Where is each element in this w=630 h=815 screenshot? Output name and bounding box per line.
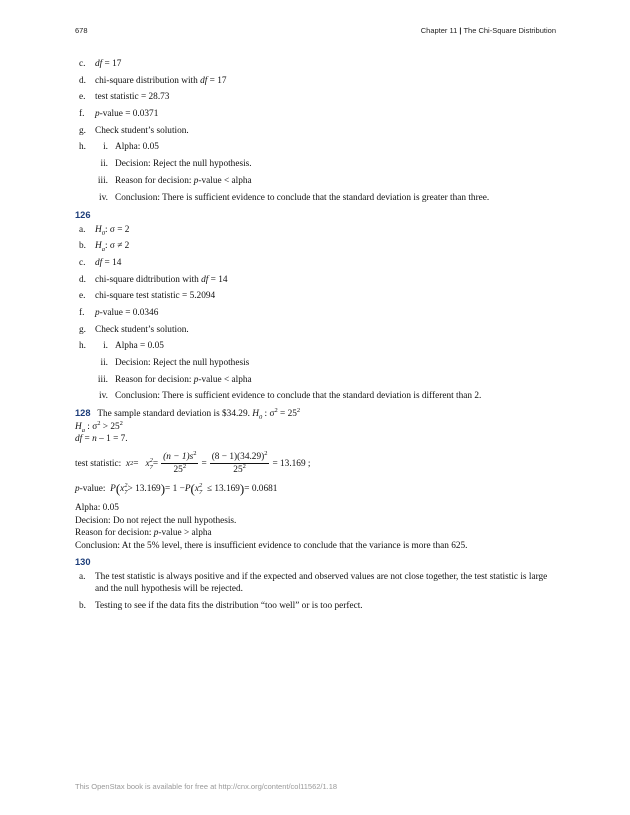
df-variable: df: [200, 75, 208, 86]
exponent: 2: [242, 463, 246, 471]
sub-text: Reason for decision:: [115, 175, 194, 186]
item-label: d.: [79, 75, 86, 86]
prev-sub-iv: [75, 192, 557, 204]
statement-text: – 1 = 7.: [96, 434, 128, 445]
q130-item-a: [75, 571, 557, 595]
item-text: = 17: [102, 59, 122, 69]
q128-alpha: Alpha: 0.05: [75, 503, 119, 514]
numerator-text: (8 − 1)(34.29): [211, 452, 265, 463]
item-label: b.: [79, 241, 86, 252]
h-symbol: H: [95, 241, 102, 252]
chi-symbol: x: [125, 459, 131, 470]
page-footer: This OpenStax book is available for free at http://cnx.org/content/col11562/1.18: [75, 782, 338, 791]
p-variable: p: [193, 374, 199, 385]
item-label: g.: [79, 125, 86, 136]
df-subscript: 7: [124, 489, 128, 497]
fraction-numerator: [210, 452, 270, 464]
df-variable: df: [95, 257, 103, 268]
q128-statement: [75, 407, 557, 420]
item-label: b.: [79, 600, 86, 611]
n-variable: n: [92, 434, 97, 445]
problem-number-126: 126: [75, 209, 91, 220]
item-label: a.: [79, 571, 86, 582]
item-label: c.: [79, 59, 86, 69]
open-paren: (: [190, 481, 195, 497]
prev-item-d: [75, 75, 557, 87]
q128-conclusion: Conclusion: At the 5% level, there is insufficient evidence to conclude that the variance is more than 625.: [75, 540, 468, 551]
sub-text: Decision: Reject the null hypothesis: [115, 358, 250, 368]
item-label: e.: [79, 92, 86, 103]
sub-label: ii.: [100, 358, 108, 368]
sub-label: iv.: [99, 192, 108, 203]
denominator-text: 25: [173, 465, 183, 476]
numerator-text: (n − 1): [163, 452, 190, 463]
q126-item-h: [75, 340, 557, 352]
exponent: 2: [97, 419, 101, 427]
denominator-text: 25: [233, 465, 243, 476]
prev-item-f: [75, 108, 557, 120]
exponent: 2: [182, 463, 187, 471]
fraction-numerator: [161, 452, 198, 464]
df-variable: df: [75, 434, 83, 445]
q126-item-a: [75, 224, 557, 236]
reason-text: Reason for decision:: [75, 528, 154, 539]
chi-symbol: x: [145, 459, 150, 470]
sub-label: iv.: [99, 391, 108, 402]
fraction-denominator: [174, 464, 187, 476]
item-label: f.: [79, 307, 85, 318]
problem-number-128: 128: [75, 408, 91, 419]
page-number: 678: [75, 26, 88, 35]
exponent: 2: [296, 407, 301, 415]
p-variable: p: [95, 307, 100, 318]
h-symbol: H: [75, 421, 82, 432]
sub-text: Conclusion: There is sufficient evidence to conclude that the standard deviation is greater than three.: [115, 192, 490, 203]
prev-sub-iii: [75, 175, 557, 187]
df-subscript: 7: [199, 489, 203, 497]
p-variable: p: [153, 528, 159, 539]
h-symbol: H: [95, 224, 102, 235]
h-symbol: H: [252, 409, 259, 420]
sub-label: ii.: [100, 159, 108, 170]
equals: =: [152, 459, 159, 470]
p-value-equation: [75, 482, 557, 496]
item-text: : σ = 2: [104, 224, 130, 235]
statement-text: The sample standard deviation is $34.29.: [97, 409, 253, 420]
item-text: chi-square distribution with: [95, 75, 201, 86]
sub-text: Decision: Reject the null hypothesis.: [115, 159, 252, 170]
item-text: Testing to see if the data fits the distribution “too well” or is too perfect.: [95, 600, 363, 611]
exponent: 2: [264, 450, 268, 458]
exponent: 2: [274, 407, 278, 415]
q128-reason: [75, 527, 557, 539]
probability-symbol: P: [184, 484, 191, 495]
fraction-values: [210, 452, 270, 476]
q126-item-d: [75, 274, 557, 286]
p-value-text: ≤ 13.169: [202, 484, 240, 495]
item-text: -value = 0.0371: [99, 109, 159, 120]
item-label: a.: [79, 224, 86, 235]
df-subscript: 7: [149, 464, 153, 472]
p-variable: p: [75, 484, 80, 495]
test-statistic-result: = 13.169 ;: [272, 459, 311, 470]
p-value-text: > 13.169: [127, 484, 161, 495]
p-value-text: = 1 −: [165, 484, 185, 495]
header-separator: |: [459, 26, 462, 35]
q126-item-e: [75, 290, 557, 302]
p-value-label: -value:: [79, 484, 106, 495]
item-text: Check student’s solution.: [95, 324, 189, 335]
reason-text: -value > alpha: [158, 528, 212, 539]
df-variable: df: [95, 59, 103, 69]
item-text: = 17: [207, 75, 227, 86]
df-variable: df: [201, 274, 209, 285]
sub-label: iii.: [97, 175, 108, 186]
q126-sub-iii: [75, 374, 557, 386]
chapter-number: Chapter 11: [420, 26, 458, 35]
item-text: chi-square test statistic = 5.2094: [95, 291, 216, 302]
prev-item-c: [75, 58, 557, 70]
test-statistic-label: test statistic:: [75, 459, 122, 470]
chi-symbol: x: [120, 484, 125, 495]
item-label: h.: [79, 142, 86, 153]
q126-sub-ii: [75, 357, 557, 369]
solutions-content: [75, 58, 557, 616]
h-subscript: a: [101, 246, 105, 254]
item-label: g.: [79, 324, 86, 335]
q126-item-b: [75, 240, 557, 252]
sub-text: Reason for decision:: [115, 374, 194, 385]
sub-label: i.: [103, 341, 108, 352]
prev-item-e: [75, 91, 557, 103]
exponent: 2: [193, 450, 197, 458]
sub-text: Conclusion: There is sufficient evidence to conclude that the standard deviation is different than 2.: [115, 391, 482, 402]
h-subscript: 0: [258, 414, 263, 422]
test-statistic-equation: test statistic: x 2 = x 2 7 = $\frac{(n - 1)s^2}{25^2}$ = $\frac{(8 - 1)(34.29)^2}{25^2}$ = 13.169 ;: [75, 450, 311, 476]
h-subscript: 0: [101, 229, 105, 237]
item-label: h.: [79, 341, 86, 352]
problem-number-130: 130: [75, 556, 91, 567]
close-paren: ): [239, 481, 245, 497]
sub-text: -value < alpha: [198, 374, 252, 385]
q126-sub-i: [75, 340, 557, 352]
exponent: 2: [199, 482, 203, 490]
q128-alt-hypothesis: [75, 421, 557, 433]
open-paren: (: [115, 481, 121, 497]
q126-item-c: [75, 257, 557, 269]
prev-sub-i: [75, 141, 557, 153]
item-text: Check student’s solution.: [95, 125, 189, 136]
statement-text: =: [82, 434, 93, 445]
p-variable: p: [95, 109, 100, 120]
statement-text: = 25: [277, 409, 297, 420]
p-variable: p: [193, 175, 199, 186]
running-header: [421, 26, 556, 35]
exponent: 2: [124, 482, 128, 490]
q126-item-f: [75, 307, 557, 319]
prev-item-g: [75, 125, 557, 137]
equals: =: [133, 459, 139, 470]
item-text: The test statistic is always positive and if the expected and observed values are not close together, the test statistic is large and the null hypothesis will be rejected.: [95, 571, 548, 594]
item-label: e.: [79, 291, 86, 302]
q130-item-b: [75, 600, 557, 612]
sub-label: iii.: [97, 374, 108, 385]
item-label: d.: [79, 274, 86, 285]
item-label: f.: [79, 109, 85, 120]
item-label: c.: [79, 257, 86, 268]
sub-text: Alpha = 0.05: [115, 341, 164, 352]
equals: =: [201, 459, 207, 470]
chi-symbol: x: [194, 484, 199, 495]
item-text: chi-square didtribution with: [95, 274, 202, 285]
q126-item-g: [75, 324, 557, 336]
p-value-result: = 0.0681: [244, 484, 278, 495]
sub-label: i.: [103, 142, 108, 153]
statement-text: : σ: [262, 409, 275, 420]
fraction-formula: [161, 452, 198, 476]
close-paren: ): [160, 481, 166, 497]
exponent: 2: [119, 419, 123, 427]
numerator-text: s: [189, 452, 194, 463]
sub-text: -value < alpha: [198, 175, 252, 186]
exponent: 2: [149, 457, 153, 465]
item-text: = 14: [102, 257, 122, 268]
prev-sub-ii: [75, 158, 557, 170]
probability-symbol: P: [110, 484, 116, 495]
chapter-title: The Chi-Square Distribution: [463, 26, 556, 35]
item-text: -value = 0.0346: [99, 307, 159, 318]
item-text: : σ ≠ 2: [104, 241, 130, 252]
q128-df: [75, 433, 557, 445]
prev-item-h: [75, 141, 557, 153]
h-subscript: a: [81, 426, 85, 434]
q128-decision: Decision: Do not reject the null hypothesis.: [75, 515, 237, 526]
sub-text: Alpha: 0.05: [115, 142, 159, 153]
item-text: = 14: [208, 274, 228, 285]
item-text: test statistic = 28.73: [95, 92, 170, 103]
q126-sub-iv: [75, 390, 557, 402]
statement-text: > 25: [100, 421, 120, 432]
fraction-denominator: [233, 464, 246, 476]
statement-text: : σ: [84, 421, 98, 432]
